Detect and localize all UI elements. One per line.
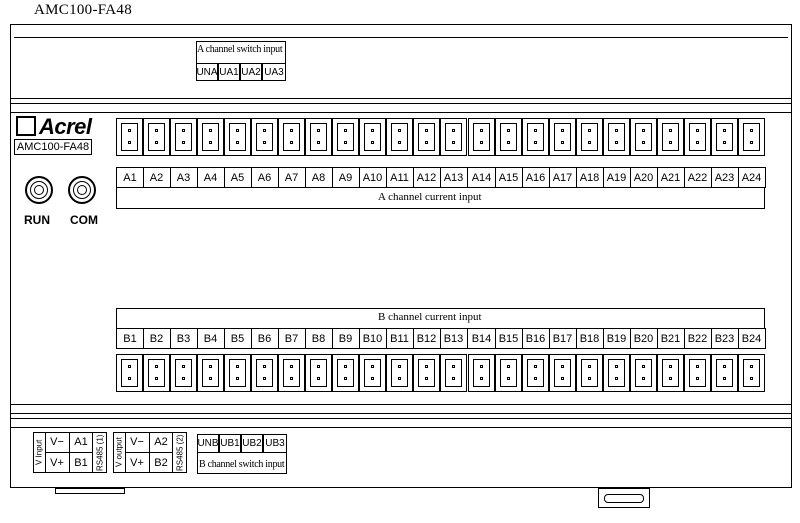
b-switch-caption: B channel switch input [199,459,285,470]
b-channel-terminal-label: B11 [386,328,414,349]
b-channel-terminal-label: B18 [576,328,604,349]
a-channel-terminal-label: A13 [440,167,468,188]
b-channel-connector [224,354,251,392]
b-channel-connector [684,354,711,392]
b-switch-terminal-ub3: UB3 [263,434,287,453]
a-channel-terminal-label: A24 [738,167,766,188]
rail-line [10,404,792,405]
b-channel-connector [603,354,630,392]
b-channel-connector [468,354,495,392]
b-channel-connector [738,354,765,392]
b-channel-terminal-label: B6 [251,328,279,349]
a-channel-terminal-label: A11 [386,167,414,188]
a-channel-connector [143,118,170,156]
b-channel-terminal-label: B24 [738,328,766,349]
b-channel-connector [522,354,549,392]
b-channel-connector [386,354,413,392]
rail-line [10,112,792,113]
b-channel-terminal-label: B1 [116,328,144,349]
b-channel-terminal-label: B12 [413,328,441,349]
a-channel-terminal-label: A8 [305,167,333,188]
b-channel-connector [305,354,332,392]
run-label: RUN [24,213,50,227]
a-channel-connector [440,118,467,156]
a-channel-connector [278,118,305,156]
a-channel-connector [305,118,332,156]
a-channel-terminal-label: A2 [143,167,171,188]
rail-line [10,98,792,99]
a-channel-terminal-label: A12 [413,167,441,188]
v-plus-terminal: V+ [45,452,70,473]
b-channel-connector [440,354,467,392]
a-channel-connector [738,118,765,156]
b-channel-connector [143,354,170,392]
a-channel-terminal-label: A6 [251,167,279,188]
rail-line [10,418,792,419]
com-label: COM [70,213,98,227]
a-channel-connector [413,118,440,156]
a-channel-terminal-label: A16 [522,167,550,188]
a-channel-terminal-label: A19 [603,167,631,188]
rail-line [10,103,792,104]
a-channel-terminal-label: A7 [278,167,306,188]
b-channel-terminal-label: B13 [440,328,468,349]
a-channel-connector [251,118,278,156]
b1-terminal: B1 [70,452,93,473]
a-channel-terminal-label: A5 [224,167,252,188]
b-channel-terminal-label: B8 [305,328,333,349]
a-channel-connector [468,118,495,156]
b-switch-terminal-ub1: UB1 [219,434,241,453]
b-channel-connector [170,354,197,392]
b-channel-connector [576,354,603,392]
b-channel-terminal-label: B20 [630,328,658,349]
a-channel-terminal-label: A18 [576,167,604,188]
b-channel-terminal-label: B15 [495,328,523,349]
b-channel-connector [359,354,386,392]
b-channel-terminal-label: B3 [170,328,198,349]
mount-foot [55,488,125,494]
a-channel-connector [116,118,143,156]
b-channel-terminal-label: B14 [468,328,496,349]
b-channel-terminal-label: B7 [278,328,306,349]
b-channel-terminal-label: B5 [224,328,252,349]
a-channel-terminal-label: A21 [657,167,685,188]
a-switch-terminal-ua1: UA1 [218,63,240,81]
a-channel-connector [359,118,386,156]
a-channel-connector [684,118,711,156]
a-channel-connector [711,118,738,156]
b-channel-terminal-label: B23 [711,328,739,349]
b-switch-terminal-ub2: UB2 [241,434,263,453]
b-channel-terminal-label: B17 [549,328,577,349]
model-label: AMC100-FA48 [14,139,92,155]
a-switch-caption: A channel switch input [197,44,283,55]
b-channel-connector [549,354,576,392]
a-channel-terminal-label: A10 [359,167,387,188]
a-channel-terminal-label: A17 [549,167,577,188]
a-channel-connector [170,118,197,156]
b-channel-connector [332,354,359,392]
a-channel-terminal-label: A15 [495,167,523,188]
b2-terminal: B2 [150,452,173,473]
b-channel-connector [495,354,522,392]
com-indicator-lamp [68,176,96,204]
a-channel-connector [549,118,576,156]
v-plus-out-terminal: V+ [125,452,150,473]
b-channel-terminal-label: B4 [197,328,225,349]
device-title: AMC100-FA48 [34,2,133,18]
a-channel-terminal-label: A1 [116,167,144,188]
a-switch-terminal-ua3: UA3 [262,63,286,81]
b-channel-connector [413,354,440,392]
v-minus-terminal: V− [45,432,70,453]
b-switch-terminal-unb: UNB [197,434,219,453]
a-channel-terminal-label: A20 [630,167,658,188]
a-channel-terminal-label: A14 [468,167,496,188]
a-channel-connector [576,118,603,156]
a-channel-terminal-label: A3 [170,167,198,188]
a-channel-terminal-label: A23 [711,167,739,188]
rs485-2-label: RS485 (2) [175,434,185,471]
acrel-logo: Acrel [16,114,92,140]
v-output-label: V output [114,437,124,468]
a2-terminal: A2 [150,432,173,453]
v-minus-out-terminal: V− [125,432,150,453]
a-channel-connector [495,118,522,156]
b-channel-caption: B channel current input [378,311,482,323]
b-channel-connector [657,354,684,392]
a-switch-terminal-ua2: UA2 [240,63,262,81]
b-channel-terminal-label: B10 [359,328,387,349]
a-channel-caption: A channel current input [378,191,482,203]
run-indicator-lamp [25,176,53,204]
b-channel-terminal-label: B19 [603,328,631,349]
a-channel-connector [522,118,549,156]
b-channel-connector [278,354,305,392]
a1-terminal: A1 [70,432,93,453]
b-channel-terminal-label: B9 [332,328,360,349]
b-channel-connector [197,354,224,392]
b-channel-terminal-label: B22 [684,328,712,349]
a-channel-terminal-label: A22 [684,167,712,188]
a-channel-connector [197,118,224,156]
b-channel-connector [711,354,738,392]
a-channel-connector [630,118,657,156]
a-channel-connector [386,118,413,156]
a-channel-connector [332,118,359,156]
b-channel-terminal-label: B21 [657,328,685,349]
v-input-label: V Input [34,439,44,466]
b-channel-connector [116,354,143,392]
b-channel-terminal-label: B2 [143,328,171,349]
a-channel-connector [224,118,251,156]
b-channel-connector [630,354,657,392]
a-channel-terminal-label: A9 [332,167,360,188]
a-channel-connector [603,118,630,156]
a-channel-connector [657,118,684,156]
a-channel-terminal-label: A4 [197,167,225,188]
enclosure-inner-top [14,28,788,38]
mount-foot-slot [604,494,644,503]
a-switch-terminal-una: UNA [196,63,218,81]
b-channel-terminal-label: B16 [522,328,550,349]
rail-line [10,427,792,428]
rail-line [10,413,792,414]
rs485-1-label: RS485 (1) [95,434,105,471]
b-channel-connector [251,354,278,392]
